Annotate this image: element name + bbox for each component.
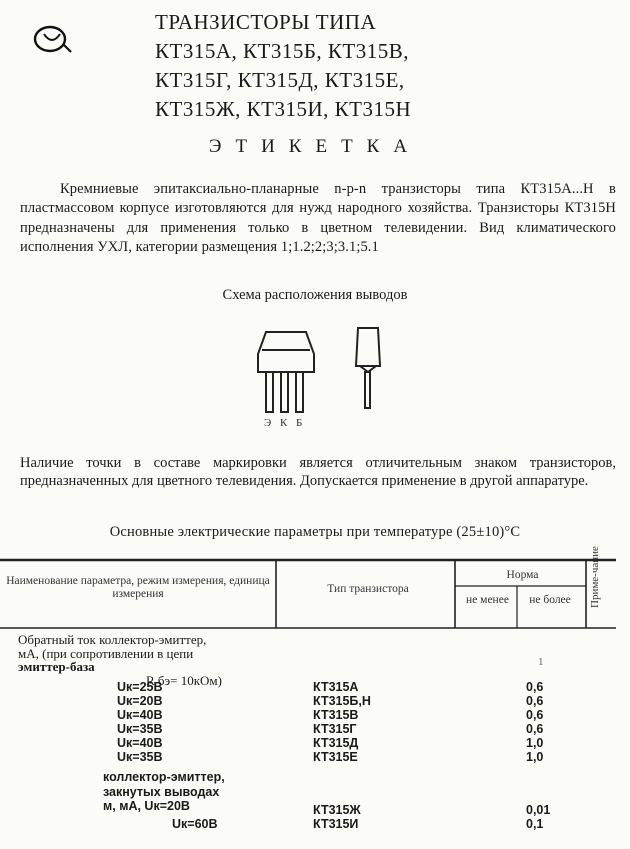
row-condition: Uк=40В: [117, 736, 163, 750]
parameters-caption: Основные электрические параметры при температуре (25±10)°С: [109, 524, 521, 540]
pin-label-emitter: Э: [264, 417, 272, 429]
row-type: КТ315А: [313, 680, 359, 694]
header-transistor-type: Тип транзистора: [327, 583, 409, 595]
parameter-condition: R бэ= 10кОм): [146, 672, 222, 688]
parameter-line: коллектор-эмиттер,: [103, 770, 225, 784]
row-max: 0,6: [526, 708, 544, 722]
title-line: ТРАНЗИСТОРЫ ТИПА: [155, 10, 377, 34]
manufacturer-logo-icon: [30, 22, 74, 56]
header-norm: Норма: [506, 569, 539, 581]
row-max: 0,01: [526, 803, 551, 817]
table-row: [0, 694, 630, 707]
parameter-line: мА, (при сопротивлении в цепи: [18, 645, 194, 661]
parameter-line: Обратный ток коллектор-эмиттер,: [18, 632, 207, 647]
row-condition: Uк=60В: [172, 817, 218, 831]
table-row: [0, 708, 630, 721]
table-row: [0, 817, 630, 830]
row-max: 0,6: [526, 680, 544, 694]
pin-label-collector: К: [280, 417, 288, 429]
pin-diagram-caption: Схема расположения выводов: [222, 287, 408, 303]
header-note-text: Приме-чание: [589, 546, 601, 608]
row-max: 0,6: [526, 694, 544, 708]
table-row: [0, 803, 630, 816]
table-row: [0, 722, 630, 735]
row-type: КТ315В: [313, 708, 359, 722]
title-line: КТ315Ж, КТ315И, КТ315Н: [155, 97, 412, 121]
intro-paragraph: Кремниевые эпитаксиально-планарные n-p-n транзисторы типа КТ315А...Н в пластмассовом корпусе изготовляются для нужд народного хозяйства. Транзисторы КТ315Н предназначены для применения только в цветном телевидении. Вид климатического исполнения УХЛ, категории размещения 1;1.2;2;3;3.1;5.1: [20, 181, 616, 256]
row-type: КТ315Е: [313, 750, 358, 764]
header-min: не менее: [466, 594, 509, 606]
row-type: КТ315Г: [313, 722, 357, 736]
table-row: [0, 750, 630, 763]
row-type: КТ315Ж: [313, 803, 361, 817]
row-condition: Uк=35В: [117, 722, 163, 736]
row-max: 0,6: [526, 722, 544, 736]
header-note: [589, 546, 603, 624]
row-condition: Uк=40В: [117, 708, 163, 722]
parameter-reverse-current: [18, 633, 278, 687]
row-type: КТ315И: [313, 817, 359, 831]
note-mark: 1: [538, 656, 544, 668]
parameter-line: м, мА, Uк=20В: [103, 799, 190, 813]
row-type: КТ315Д: [313, 736, 359, 750]
row-max: 1,0: [526, 750, 544, 764]
parameter-line: эмиттер-база: [18, 659, 95, 674]
title-line: КТ315Г, КТ315Д, КТ315Е,: [155, 68, 405, 92]
header-parameter-name: Наименование параметра, режим измерения, единица измерения: [6, 575, 270, 600]
pin-label-base: Б: [296, 417, 303, 429]
row-condition: Uк=25В: [117, 680, 163, 694]
row-condition: Uк=35В: [117, 750, 163, 764]
parameter-line: закнутых выводах: [103, 784, 220, 799]
title-line: КТ315А, КТ315Б, КТ315В,: [155, 39, 409, 63]
header-max: не более: [529, 594, 571, 606]
document-title: [155, 8, 595, 124]
marking-note: Наличие точки в составе маркировки является отличительным знаком транзисторов, предназначенных для цветного телевидения. Допускается применение в другой аппаратуре.: [20, 455, 616, 489]
transistor-pinout-icon: [248, 322, 398, 432]
row-type: КТ315Б,Н: [313, 694, 371, 708]
row-condition: Uк=20В: [117, 694, 163, 708]
table-row: [0, 736, 630, 749]
row-max: 0,1: [526, 817, 544, 831]
label-heading: ЭТИКЕТКА: [208, 136, 422, 157]
table-row: [0, 680, 630, 693]
row-max: 1,0: [526, 736, 544, 750]
